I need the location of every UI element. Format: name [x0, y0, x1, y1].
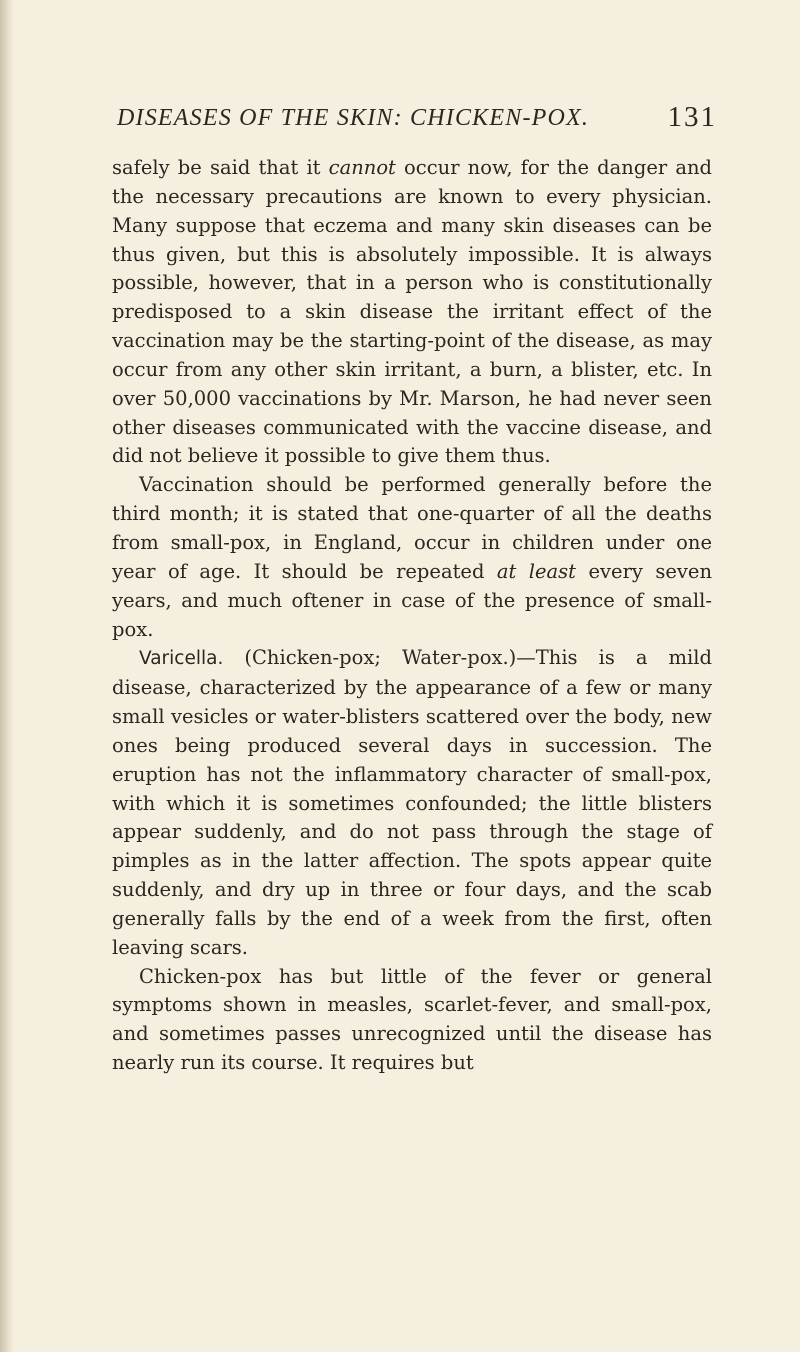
term-varicella: Varicella. [139, 648, 224, 670]
emphasis-at-least: at least [496, 559, 577, 583]
paragraph-text: Vaccination should be performed generally before the third month; it is stated that one-quarter of all the deaths from small-pox, in England, occur in children under one year of age. It should be repeated [112, 473, 712, 583]
paragraph-text: (Chicken-pox; Water-pox.)—This is a mild disease, characterized by the appearance of a few or many small vesicles or water-blisters scattered over the body, new ones being produced several days in succession. The eruption has not the inflammatory character of small-pox, with which it is sometimes confounded; the little blisters appear suddenly, and do not pass through the stage of pimples as in the latter affection. The spots appear quite suddenly, and dry up in three or four days, and the scab generally falls by the end of a week from the first, often leaving scars. [112, 646, 712, 959]
paragraph-text: every seven years, and much oftener in case of the presence of small-pox. [112, 559, 712, 641]
page-header [117, 97, 717, 141]
paragraph-vaccination-timing [112, 471, 712, 644]
paragraph-vaccination-safety [112, 154, 712, 471]
running-head: DISEASES OF THE SKIN: CHICKEN-POX. [117, 105, 590, 131]
paragraph-chicken-pox-symptoms [112, 963, 712, 1078]
emphasis-cannot: cannot [328, 156, 396, 179]
body-text [112, 154, 712, 1075]
paragraph-text: safely be said that it [112, 156, 329, 179]
paragraph-varicella [112, 644, 712, 962]
page-number: 131 [667, 101, 717, 133]
paragraph-text: Chicken-pox has but little of the fever or general symptoms shown in measles, scarlet-fever, and small-pox, and sometimes passes unrecognized until the disease has nearly run its course. It requires but [112, 964, 712, 1075]
page-edge-shadow [0, 0, 14, 1352]
paragraph-text: occur now, for the danger and the necessary precautions are known to every physician. Many suppose that eczema and many skin diseases can be thus given, but this is absolutely impossible. It is always possible, however, that in a person who is constitutionally predisposed to a skin disease the irritant effect of the vaccination may be the starting-point of the disease, as may occur from any other skin irritant, a burn, a blister, etc. In over 50,000 vaccinations by Mr. Marson, he had never seen other diseases communicated with the vaccine disease, and did not believe it possible to give them thus. [112, 156, 712, 468]
